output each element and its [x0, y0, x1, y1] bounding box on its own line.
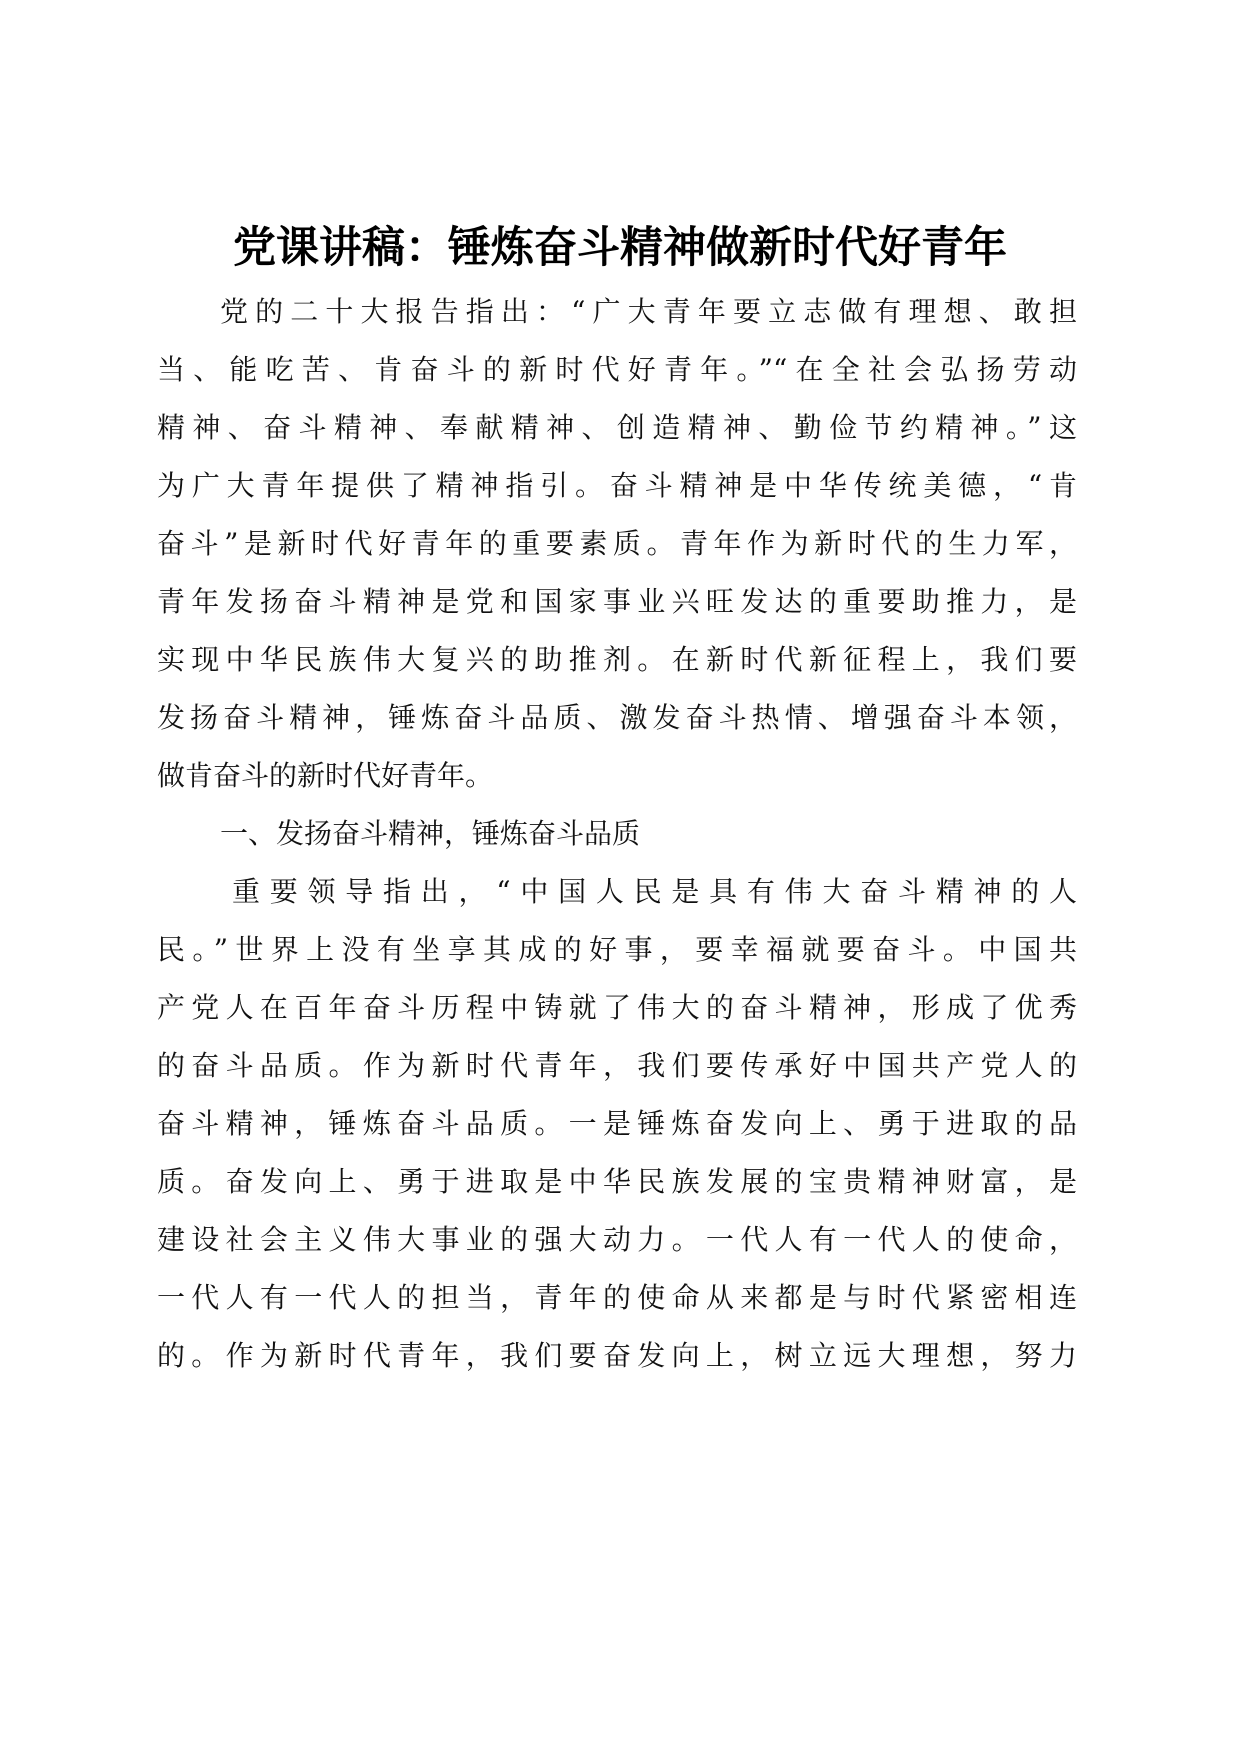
paragraph-line: 的。作为新时代青年，我们要奋发向上，树立远大理想，努力 — [157, 1339, 1077, 1372]
paragraph-line: 的奋斗品质。作为新时代青年，我们要传承好中国共产党人的 — [157, 1049, 1077, 1082]
paragraph-line: 质。奋发向上、勇于进取是中华民族发展的宝贵精神财富，是 — [157, 1165, 1077, 1198]
paragraph-line: 民。”世界上没有坐享其成的好事，要幸福就要奋斗。中国共 — [157, 933, 1077, 966]
paragraph-line: 青年发扬奋斗精神是党和国家事业兴旺发达的重要助推力，是 — [157, 585, 1077, 618]
paragraph-line: 奋斗”是新时代好青年的重要素质。青年作为新时代的生力军， — [157, 527, 1077, 560]
paragraph-line: 精神、奋斗精神、奉献精神、创造精神、勤俭节约精神。”这 — [157, 411, 1077, 444]
paragraph-line: 为广大青年提供了精神指引。奋斗精神是中华传统美德，“肯 — [157, 469, 1077, 502]
paragraph-line: 产党人在百年奋斗历程中铸就了伟大的奋斗精神，形成了优秀 — [157, 991, 1077, 1024]
paragraph-line: 实现中华民族伟大复兴的助推剂。在新时代新征程上，我们要 — [157, 643, 1077, 676]
paragraph-line: 奋斗精神，锤炼奋斗品质。一是锤炼奋发向上、勇于进取的品 — [157, 1107, 1077, 1140]
paragraph-line: 发扬奋斗精神，锤炼奋斗品质、激发奋斗热情、增强奋斗本领， — [157, 701, 1077, 734]
section-heading: 一、发扬奋斗精神，锤炼奋斗品质 — [220, 817, 641, 850]
paragraph-line: 重要领导指出，“中国人民是具有伟大奋斗精神的人 — [232, 875, 1077, 908]
paragraph-line: 党的二十大报告指出：“广大青年要立志做有理想、敢担 — [220, 295, 1077, 328]
document-title: 党课讲稿：锤炼奋斗精神做新时代好青年 — [233, 223, 1007, 273]
paragraph-line: 当、能吃苦、肯奋斗的新时代好青年。”“在全社会弘扬劳动 — [157, 353, 1077, 386]
paragraph-line: 一代人有一代人的担当，青年的使命从来都是与时代紧密相连 — [157, 1281, 1077, 1314]
paragraph-line: 建设社会主义伟大事业的强大动力。一代人有一代人的使命， — [157, 1223, 1077, 1256]
paragraph-line: 做肯奋斗的新时代好青年。 — [157, 759, 494, 792]
